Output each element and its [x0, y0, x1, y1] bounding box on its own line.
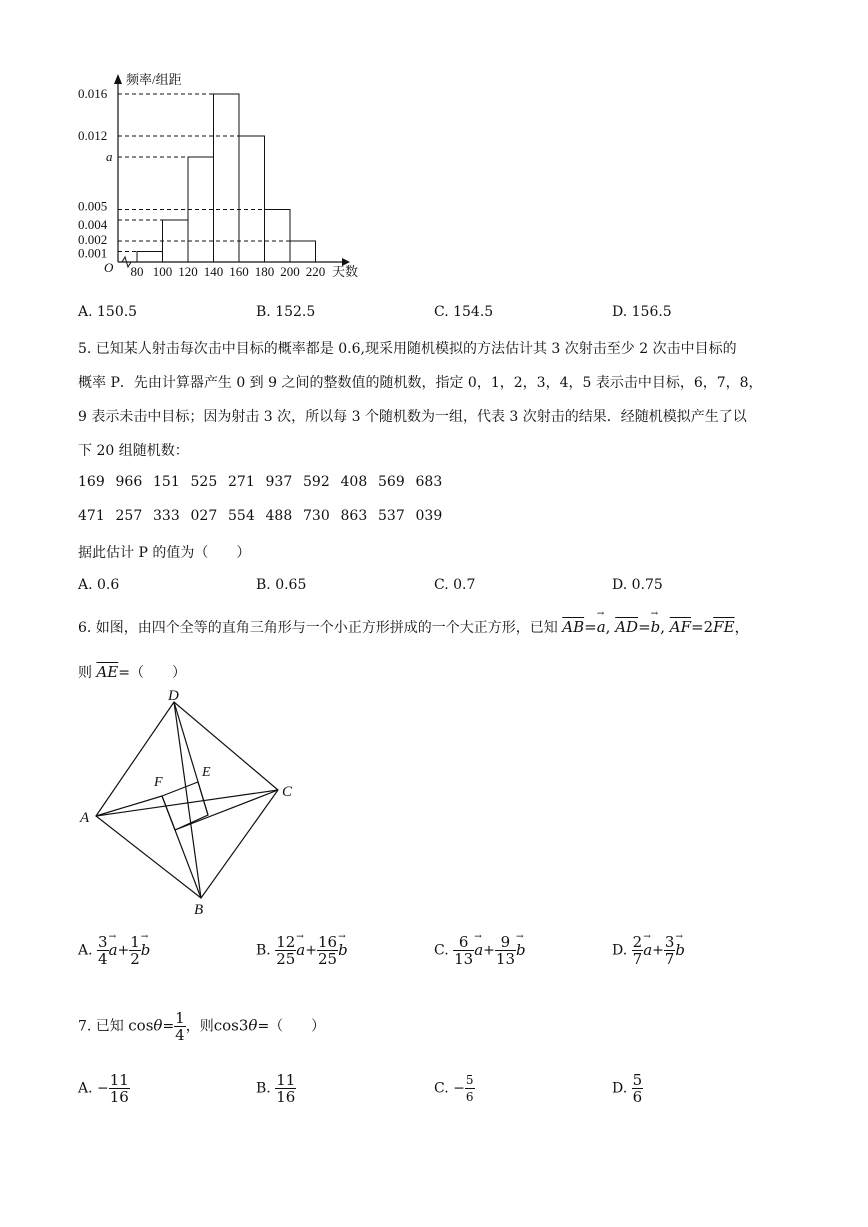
histogram-bar	[265, 210, 291, 263]
y-tick-label: 0.004	[78, 217, 108, 232]
x-tick-label: 180	[254, 264, 275, 279]
random-number: 537	[378, 508, 405, 524]
q4-option-a: A. 150.5	[78, 304, 138, 320]
random-number: 027	[190, 508, 218, 524]
label-b: B	[194, 902, 204, 918]
label-d: D	[168, 690, 179, 704]
histogram-bar	[137, 252, 163, 263]
q6-condition: $\overline{AB}=\to a$, $\overline{AD}=\to b$, $\overline{AF}=2\overline{FE}$，	[562, 618, 749, 636]
x-tick-label: 100	[152, 264, 173, 279]
random-number: 554	[228, 508, 255, 524]
random-number: 257	[115, 508, 143, 524]
origin-label: O	[104, 260, 114, 275]
histogram-bar	[290, 241, 316, 262]
random-number: 151	[153, 474, 180, 490]
random-number: 730	[303, 508, 330, 524]
y-axis-label: 频率/组距	[126, 72, 182, 87]
q6-option-d: D. $\frac{2}{7}$ → a+ $\frac{3}{7}$ → b	[612, 934, 685, 967]
y-tick-label: 0.001	[78, 245, 108, 261]
q5-option-a: A. 0.6	[78, 577, 120, 593]
label-c: C	[282, 784, 293, 800]
q7-option-b: B. $\frac{11}{16}$	[256, 1071, 296, 1106]
x-tick-label: 120	[178, 264, 198, 279]
random-number-row-2	[78, 508, 453, 524]
histogram-bar	[239, 136, 265, 262]
y-tick-label: a	[106, 149, 113, 164]
x-tick-label: 140	[203, 264, 224, 279]
q6-text-line-1	[78, 616, 750, 637]
q4-option-c: C. 154.5	[434, 304, 494, 320]
y-tick-label: 0.012	[78, 128, 108, 143]
random-number: 683	[415, 474, 443, 490]
random-number: 039	[415, 508, 443, 524]
random-number: 937	[265, 474, 293, 490]
histogram-bar	[214, 94, 240, 262]
x-tick-label: 220	[305, 264, 326, 279]
frequency-histogram	[70, 70, 370, 285]
q5-text-line-3: 9 表示未击中目标；因为射击 3 次，所以每 3 个随机数为一组，代表 3 次射击的结果．经随机模拟产生了以	[78, 409, 747, 425]
random-number: 471	[78, 508, 105, 524]
random-number: 863	[340, 508, 368, 524]
q6-option-c: C. $\frac{6}{13}$ → a+ $\frac{9}{13}$ → b	[434, 934, 526, 967]
q5-ask: 据此估计 P 的值为（ ）	[78, 545, 251, 561]
x-tick-label: 160	[229, 264, 249, 279]
q5-option-b: B. 0.65	[256, 577, 307, 593]
random-number-row-1	[78, 474, 453, 490]
y-axis-arrow	[114, 74, 122, 84]
y-tick-label: 0.005	[78, 198, 108, 214]
x-tick-label: 80	[130, 264, 144, 279]
label-e: E	[202, 765, 211, 780]
q7-option-c: C. − $\frac{5}{6}$	[434, 1073, 474, 1104]
y-tick-label: 0.016	[78, 86, 108, 101]
random-number: 408	[340, 474, 368, 490]
q5-option-d: D. 0.75	[612, 577, 663, 593]
q5-text-line-4: 下 20 组随机数：	[78, 443, 189, 459]
random-number: 271	[228, 474, 255, 490]
random-number: 592	[303, 474, 330, 490]
label-a: A	[80, 810, 90, 826]
q7-option-a: A. − $\frac{11}{16}$	[78, 1071, 129, 1106]
y-tick-label: 0.002	[78, 232, 108, 247]
q5-text-line-1: 5. 已知某人射击每次击中目标的概率都是 0.6,现采用随机模拟的方法估计其 3 次射击至少 2 次击中目标的	[78, 341, 737, 357]
q6-option-b: B. $\frac{12}{25}$ → a+ $\frac{16}{25}$ → b	[256, 934, 348, 967]
x-axis-label: 天数	[332, 264, 359, 279]
random-number: 525	[190, 474, 218, 490]
q6-stem: 6. 如图，由四个全等的直角三角形与一个小正方形拼成的一个大正方形，已知	[78, 620, 558, 636]
q5-option-c: C. 0.7	[434, 577, 476, 593]
random-number: 333	[153, 508, 180, 524]
q6-option-a: A. $\frac{3}{4}$ → a+ $\frac{1}{2}$ → b	[78, 934, 150, 967]
q4-option-b: B. 152.5	[256, 304, 316, 320]
q5-text-line-2: 概率 P．先由计算器产生 0 到 9 之间的整数值的随机数，指定 0，1，2，3，4，5 表示击中目标，6，7，8，	[78, 375, 763, 391]
random-number: 488	[265, 508, 293, 524]
q6-text-line-2: 则 $\overline{AE}=$（ ）	[78, 663, 186, 681]
random-number: 169	[78, 474, 105, 490]
q4-option-d: D. 156.5	[612, 304, 672, 320]
random-number: 569	[378, 474, 405, 490]
x-tick-label: 200	[280, 264, 300, 279]
q7-stem: 7. 已知 cosθ= $\frac{1}{4}$ ，则cos3θ=（ ）	[78, 1009, 326, 1044]
q7-option-d: D. $\frac{5}{6}$	[612, 1071, 643, 1106]
random-number: 966	[115, 474, 143, 490]
q6-square-diagram	[78, 690, 308, 920]
label-f: F	[154, 775, 163, 790]
